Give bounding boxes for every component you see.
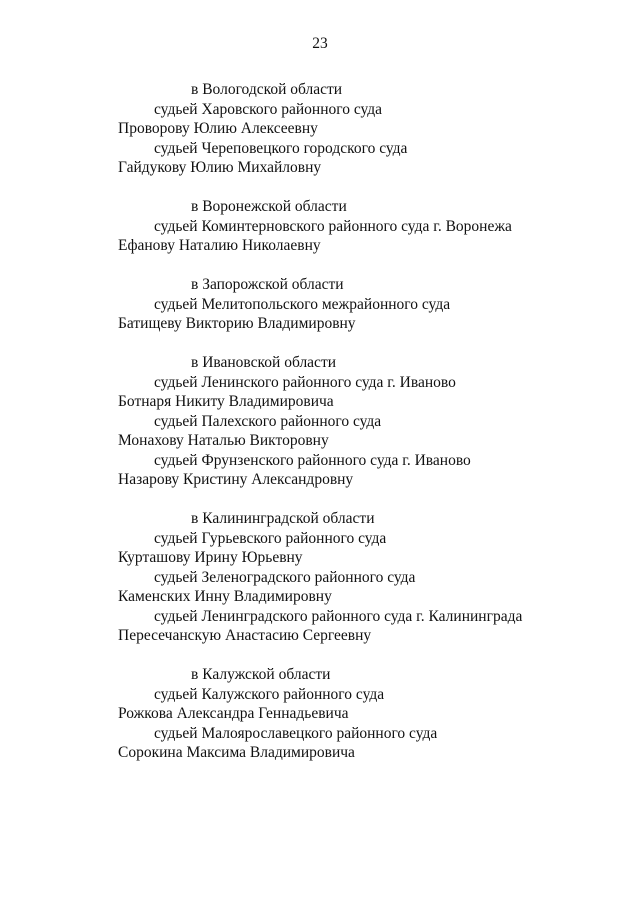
appointee-name: Ботнаря Никиту Владимировича <box>118 393 334 410</box>
appointee-name: Назарову Кристину Александровну <box>118 471 354 488</box>
appointee-name: Сорокина Максима Владимировича <box>118 744 355 761</box>
court-name: судьей Ленинградского районного суда г. Калининграда <box>154 607 523 625</box>
region-title: в Ивановской области <box>191 354 337 371</box>
region-block <box>118 665 618 763</box>
court-name: судьей Коминтерновского районного суда г. Воронежа <box>154 217 512 235</box>
appointee-name: Каменских Инну Владимировну <box>118 588 332 605</box>
region-title: в Запорожской области <box>191 276 344 293</box>
appointee-name: Гайдукову Юлию Михайловну <box>118 159 322 176</box>
court-name: судьей Мелитопольского межрайонного суда <box>154 295 451 313</box>
appointee-name: Рожкова Александра Геннадьевича <box>118 705 349 722</box>
court-name: судьей Гурьевского районного суда <box>154 529 387 547</box>
court-name: судьей Палехского районного суда <box>154 412 382 430</box>
court-name: судьей Фрунзенского районного суда г. Иваново <box>154 451 471 469</box>
court-name: судьей Череповецкого городского суда <box>154 139 408 157</box>
page-number: 23 <box>312 35 328 52</box>
region-title: в Калининградской области <box>191 510 375 527</box>
court-name: судьей Харовского районного суда <box>154 100 383 118</box>
region-block <box>118 275 618 334</box>
region-title: в Калужской области <box>191 666 331 683</box>
region-block <box>118 353 618 490</box>
appointments-list <box>118 80 618 782</box>
region-block <box>118 197 618 256</box>
appointee-name: Курташову Ирину Юрьевну <box>118 549 303 566</box>
appointee-name: Проворову Юлию Алексеевну <box>118 120 318 137</box>
region-block <box>118 509 618 646</box>
region-title: в Воронежской области <box>191 198 347 215</box>
appointee-name: Пересечанскую Анастасию Сергеевну <box>118 627 372 644</box>
region-block <box>118 80 618 178</box>
court-name: судьей Зеленоградского районного суда <box>154 568 416 586</box>
region-title: в Вологодской области <box>191 81 343 98</box>
court-name: судьей Калужского районного суда <box>154 685 385 703</box>
court-name: судьей Малоярославецкого районного суда <box>154 724 438 742</box>
appointee-name: Ефанову Наталию Николаевну <box>118 237 321 254</box>
appointee-name: Батищеву Викторию Владимировну <box>118 315 356 332</box>
court-name: судьей Ленинского районного суда г. Иваново <box>154 373 456 391</box>
appointee-name: Монахову Наталью Викторовну <box>118 432 329 449</box>
